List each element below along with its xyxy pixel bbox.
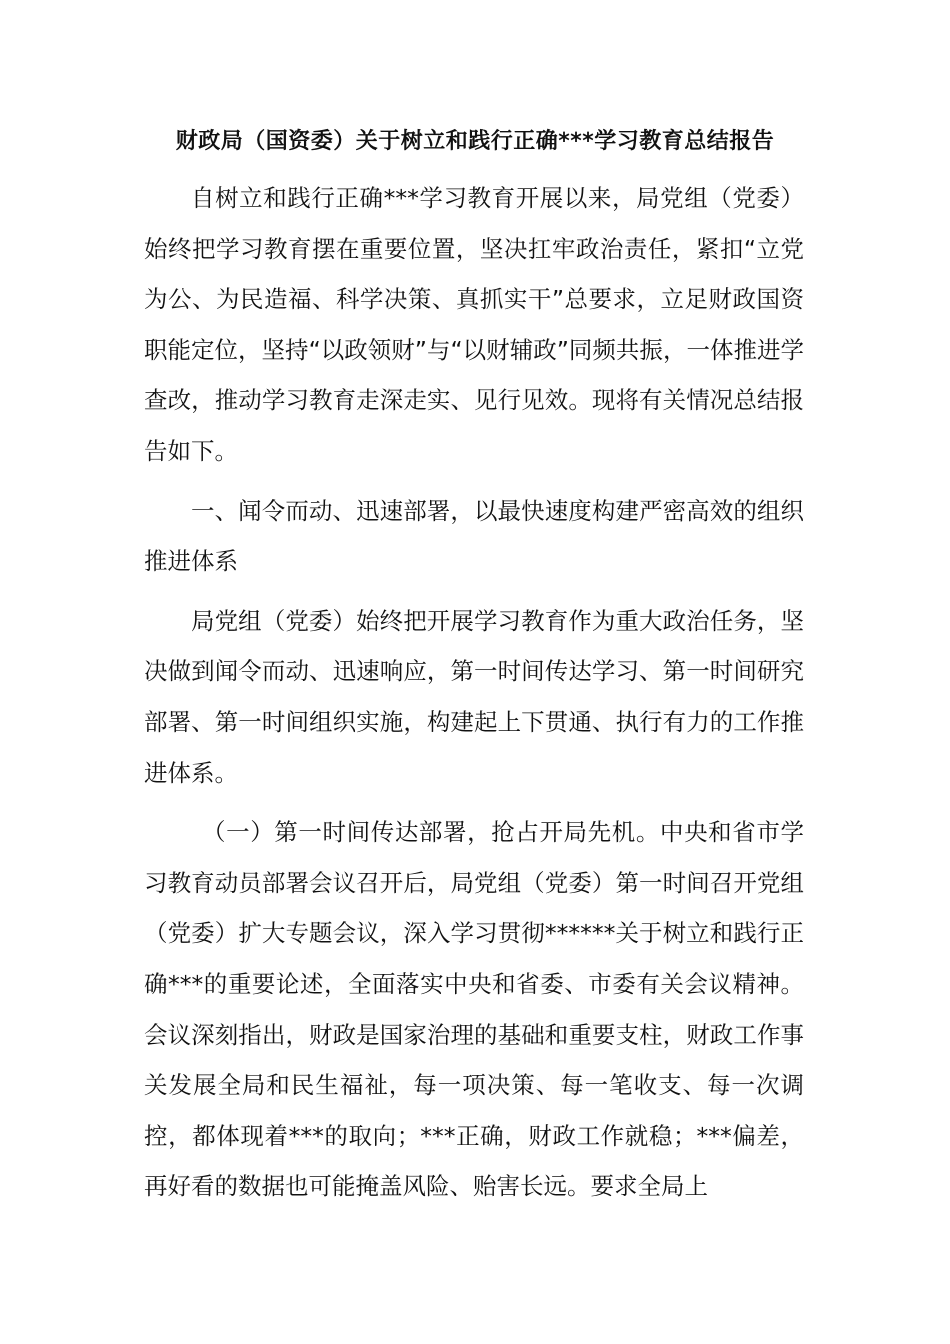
- document-title: 财政局（国资委）关于树立和践行正确***学习教育总结报告: [175, 129, 775, 154]
- section-1-paragraph: 局党组（党委）始终把开展学习教育作为重大政治任务，坚决做到闻令而动、迅速响应，第一时间传达学习、第一时间研究部署、第一时间组织实施，构建起上下贯通、执行有力的工作推进体系。: [144, 606, 804, 787]
- subsection-1-paragraph: （一）第一时间传达部署，抢占开局先机。中央和省市学习教育动员部署会议召开后，局党组（党委）第一时间召开党组（党委）扩大专题会议，深入学习贯彻******关于树立和践行正确***的重要论述，全面落实中央和省委、市委有关会议精神。会议深刻指出，财政是国家治理的基础和重要支柱，财政工作事关发展全局和民生福祉，每一项决策、每一笔收支、每一次调控，都体现着***的取向；***正确，财政工作就稳；***偏差，再好看的数据也可能掩盖风险、贻害长远。要求全局上: [144, 818, 804, 1201]
- section-heading-1: 一、闻令而动、迅速部署，以最快速度构建严密高效的组织推进体系: [144, 496, 804, 576]
- document-body: [144, 173, 804, 1212]
- intro-paragraph: 自树立和践行正确***学习教育开展以来，局党组（党委）始终把学习教育摆在重要位置，坚决扛牢政治责任，紧扣“立党为公、为民造福、科学决策、真抓实干”总要求，立足财政国资职能定位，坚持“以政领财”与“以财辅政”同频共振，一体推进学查改，推动学习教育走深走实、见行见效。现将有关情况总结报告如下。: [144, 184, 804, 465]
